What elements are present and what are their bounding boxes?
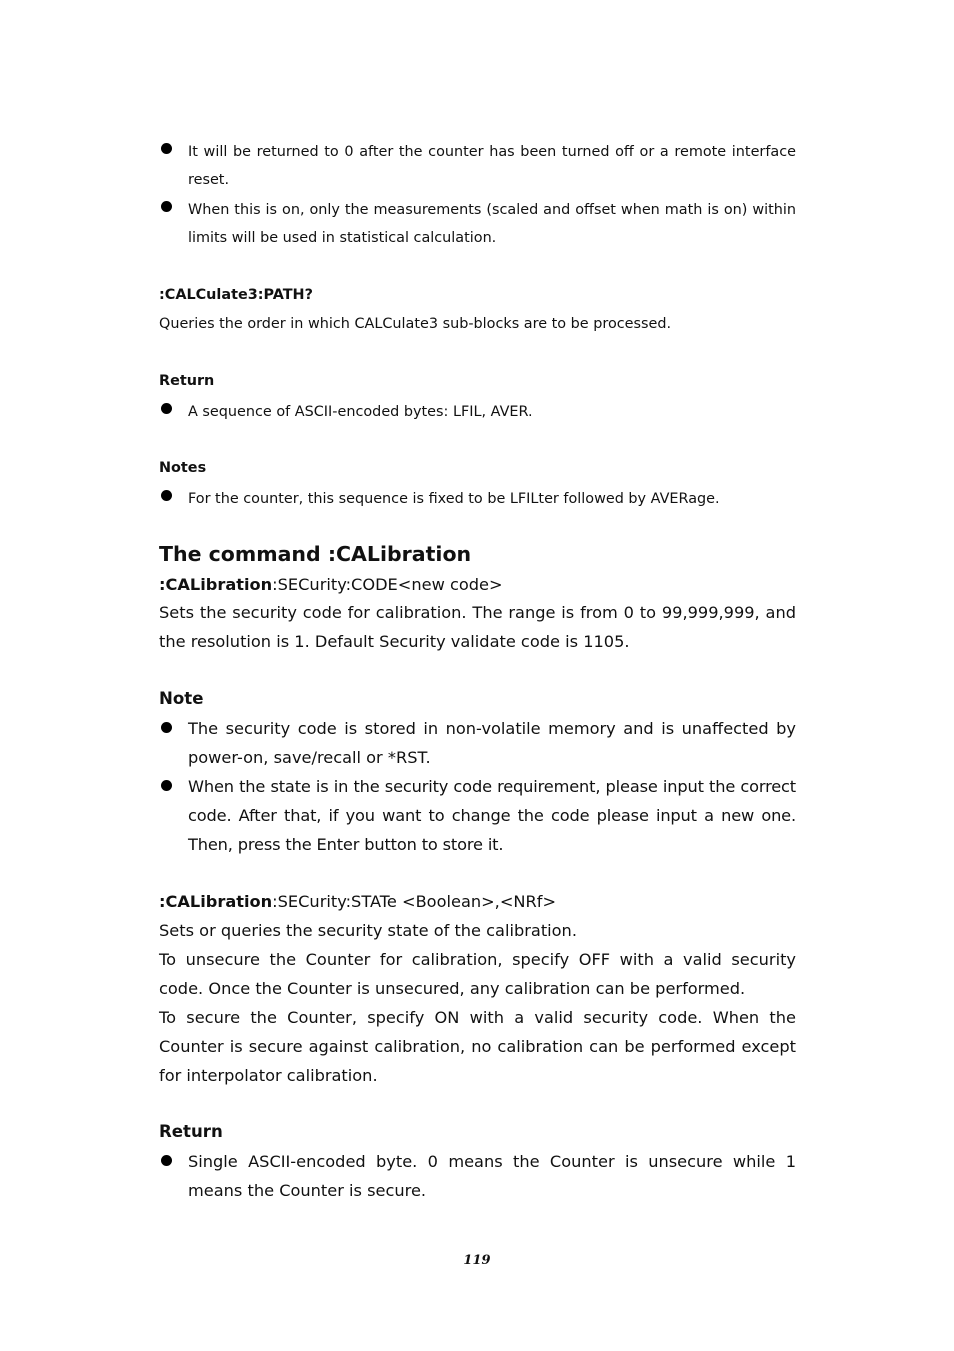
command-description: Sets or queries the security state of the calibration. <box>159 921 577 940</box>
bullet-text: It will be returned to 0 after the counter has been turned off or a remote interface reset. <box>188 144 796 188</box>
command-heading: :CALCulate3:PATH? <box>159 287 313 303</box>
bullet-text: When this is on, only the measurements (scaled and offset when math is on) within limits will be used in statistical calculation. <box>188 202 796 246</box>
command-name: :CALibration <box>159 575 273 594</box>
return-heading: Return <box>159 373 215 389</box>
bullet-text: The security code is stored in non-volatile memory and is unaffected by power-on, save/recall or *RST. <box>188 719 796 767</box>
bullet-dot <box>161 780 172 791</box>
bullet-dot <box>161 1155 172 1166</box>
command-args: :SECurity:CODE<new code> <box>272 575 503 594</box>
bullet-text: Single ASCII-encoded byte. 0 means the Counter is unsecure while 1 means the Counter is secure. <box>188 1152 796 1200</box>
command-line <box>159 570 796 599</box>
bullet-text: A sequence of ASCII-encoded bytes: LFIL, AVER. <box>188 404 533 420</box>
command-description: Sets the security code for calibration. The range is from 0 to 99,999,999, and the resolution is 1. Default Security validate code is 1105. <box>159 603 796 651</box>
page-number: 119 <box>463 1253 491 1268</box>
section-title: The command :CALibration <box>159 542 472 566</box>
bullet-dot <box>161 403 172 414</box>
return-heading: Return <box>159 1122 223 1141</box>
bullet-text: For the counter, this sequence is fixed to be LFILter followed by AVERage. <box>188 491 720 507</box>
notes-heading: Notes <box>159 460 207 476</box>
command-description: To secure the Counter, specify ON with a valid security code. When the Counter is secure against calibration, no calibration can be performed except for interpolator calibration. <box>159 1008 796 1085</box>
command-description: To unsecure the Counter for calibration, specify OFF with a valid security code. Once the Counter is unsecured, any calibration can be performed. <box>159 950 796 998</box>
bullet-text: When the state is in the security code requirement, please input the correct code. After that, if you want to change the code please input a new one. Then, press the Enter button to store it. <box>188 777 796 854</box>
command-args: :SECurity:STATe <Boolean>,<NRf> <box>272 892 557 911</box>
command-line <box>159 887 796 916</box>
bullet-dot <box>161 201 172 212</box>
bullet-dot <box>161 722 172 733</box>
bullet-dot <box>161 143 172 154</box>
command-name: :CALibration <box>159 892 273 911</box>
bullet-dot <box>161 490 172 501</box>
command-description: Queries the order in which CALCulate3 sub-blocks are to be processed. <box>159 316 672 332</box>
note-heading: Note <box>159 689 204 708</box>
